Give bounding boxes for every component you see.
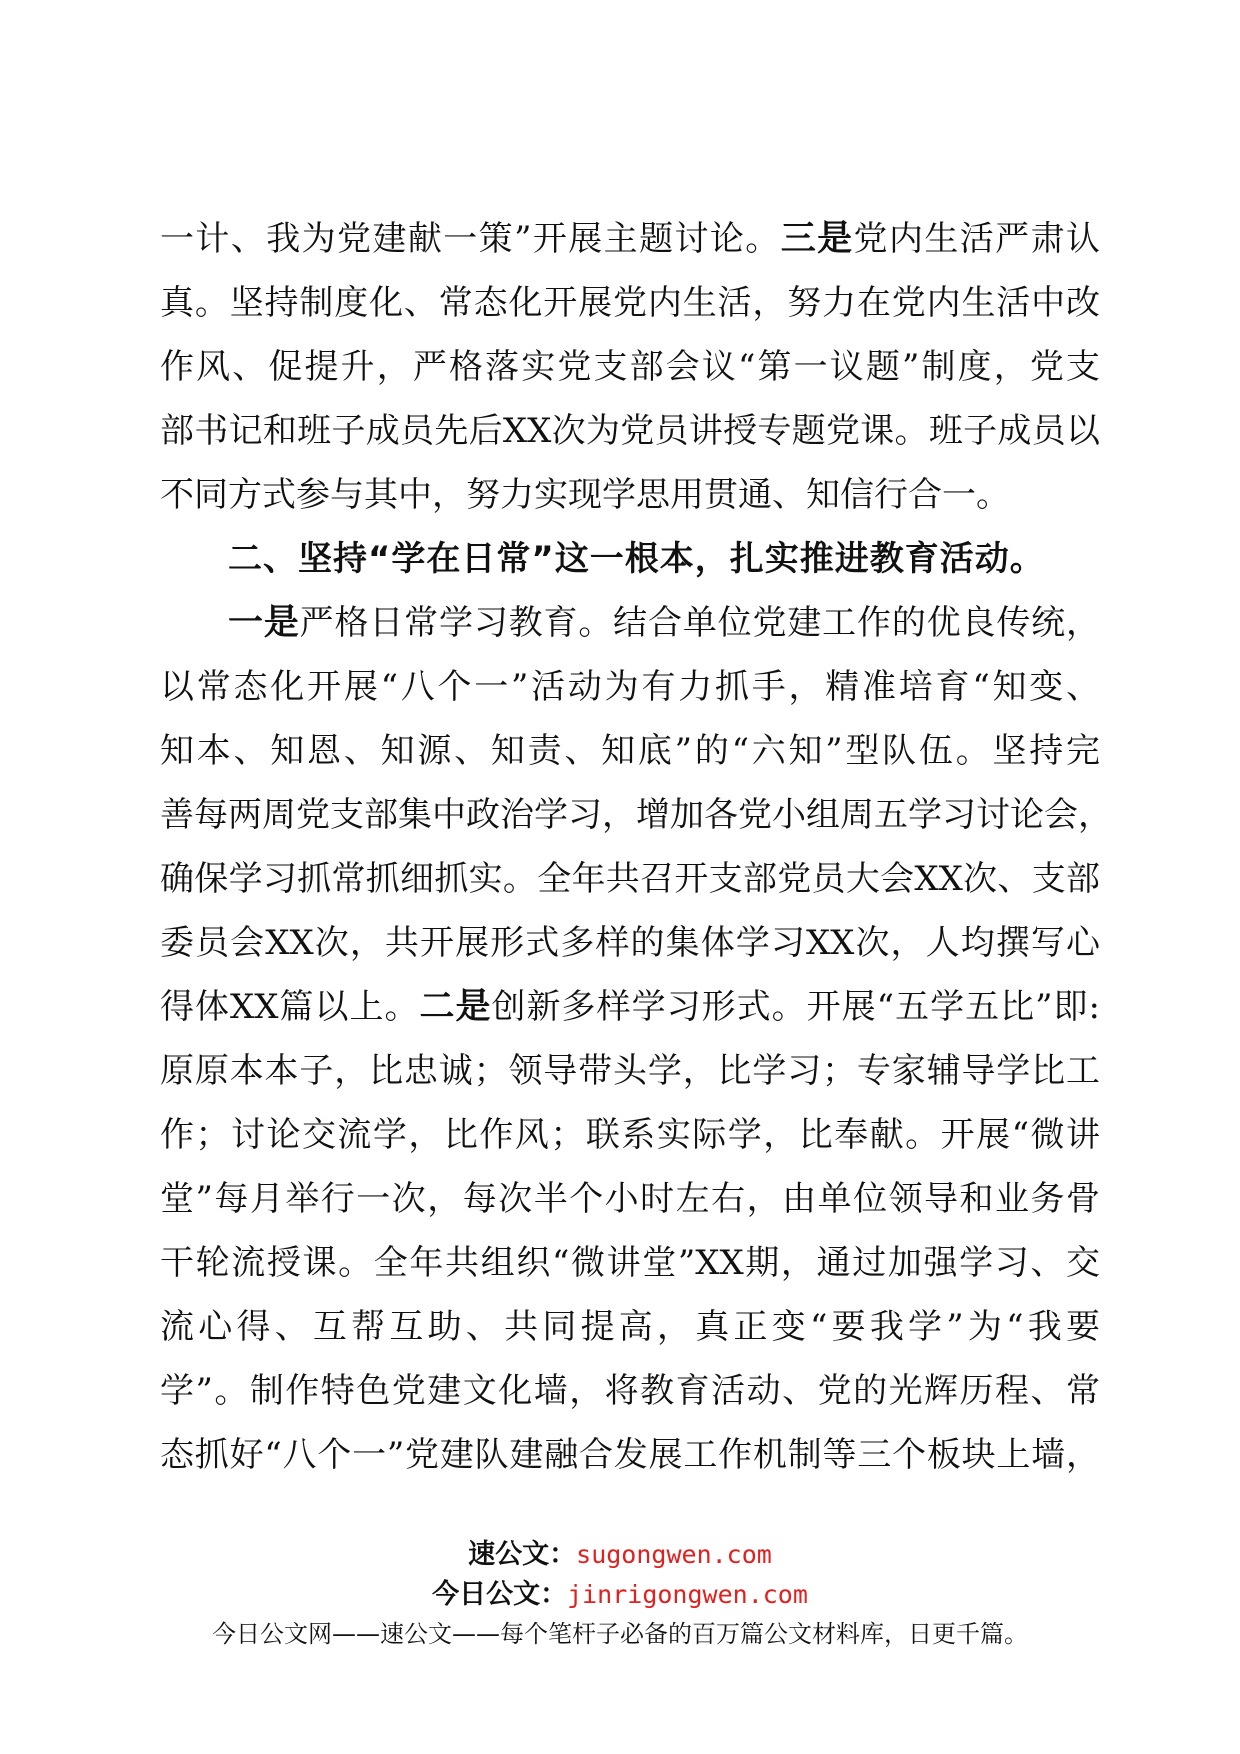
footer-line-1 bbox=[0, 1532, 1240, 1571]
text-line: 委员会XX次，共开展形式多样的集体学习XX次，人均撰写心 bbox=[160, 923, 1100, 963]
text-line: 知本、知恩、知源、知责、知底”的“六知”型队伍。坚持完 bbox=[160, 731, 1100, 771]
text-line: 干轮流授课。全年共组织“微讲堂”XX期，通过加强学习、交 bbox=[160, 1243, 1100, 1283]
text-line: 态抓好“八个一”党建队建融合发展工作机制等三个板块上墙， bbox=[160, 1435, 1100, 1475]
text-line: 原原本本子，比忠诚；领导带头学，比学习；专家辅导学比工 bbox=[160, 1051, 1100, 1091]
section-heading: 二、坚持“学在日常”这一根本，扎实推进教育活动。 bbox=[228, 539, 1045, 579]
text-line: 作风、促提升，严格落实党支部会议“第一议题”制度，党支 bbox=[160, 347, 1100, 387]
text-line: 堂”每月举行一次，每次半个小时左右，由单位领导和业务骨 bbox=[160, 1179, 1100, 1219]
text-line: 善每两周党支部集中政治学习，增加各党小组周五学习讨论会， bbox=[160, 795, 1112, 835]
text-line: 以常态化开展“八个一”活动为有力抓手，精准培育“知变、 bbox=[160, 667, 1100, 707]
keyword-bold: 二是 bbox=[419, 987, 492, 1027]
footer-tagline: 今日公文网——速公文——每个笔杆子必备的百万篇公文材料库，日更千篇。 bbox=[212, 1620, 1028, 1648]
keyword-bold: 三是 bbox=[780, 219, 854, 259]
text-line: 一计、我为党建献一策”开展主题讨论。三是党内生活严肃认 bbox=[160, 219, 1100, 259]
text-line: 得体XX篇以上。二是创新多样学习形式。开展“五学五比”即: bbox=[160, 987, 1100, 1027]
keyword-bold: 一是 bbox=[228, 603, 300, 643]
footer-link-1[interactable]: sugongwen.com bbox=[576, 1540, 772, 1569]
text-line: 作；讨论交流学，比作风；联系实际学，比奉献。开展“微讲 bbox=[160, 1115, 1100, 1155]
body-text bbox=[160, 207, 1112, 1487]
footer-line-2 bbox=[0, 1572, 1240, 1611]
text-line: 不同方式参与其中，努力实现学思用贯通、知信行合一。 bbox=[160, 475, 1010, 515]
text-line: 部书记和班子成员先后XX次为党员讲授专题党课。班子成员以 bbox=[160, 411, 1100, 451]
text-line: 一是严格日常学习教育。结合单位党建工作的优良传统， bbox=[228, 603, 1100, 643]
text-line: 确保学习抓常抓细抓实。全年共召开支部党员大会XX次、支部 bbox=[160, 859, 1100, 899]
footer-link-2[interactable]: jinrigongwen.com bbox=[567, 1580, 808, 1609]
text-line: 流心得、互帮互助、共同提高，真正变“要我学”为“我要 bbox=[160, 1307, 1100, 1347]
text-line: 学”。制作特色党建文化墙，将教育活动、党的光辉历程、常 bbox=[160, 1371, 1100, 1411]
text-line: 真。坚持制度化、常态化开展党内生活，努力在党内生活中改 bbox=[160, 283, 1100, 323]
footer-label-1: 速公文： bbox=[468, 1539, 577, 1570]
footer-label-2: 今日公文： bbox=[432, 1579, 568, 1610]
